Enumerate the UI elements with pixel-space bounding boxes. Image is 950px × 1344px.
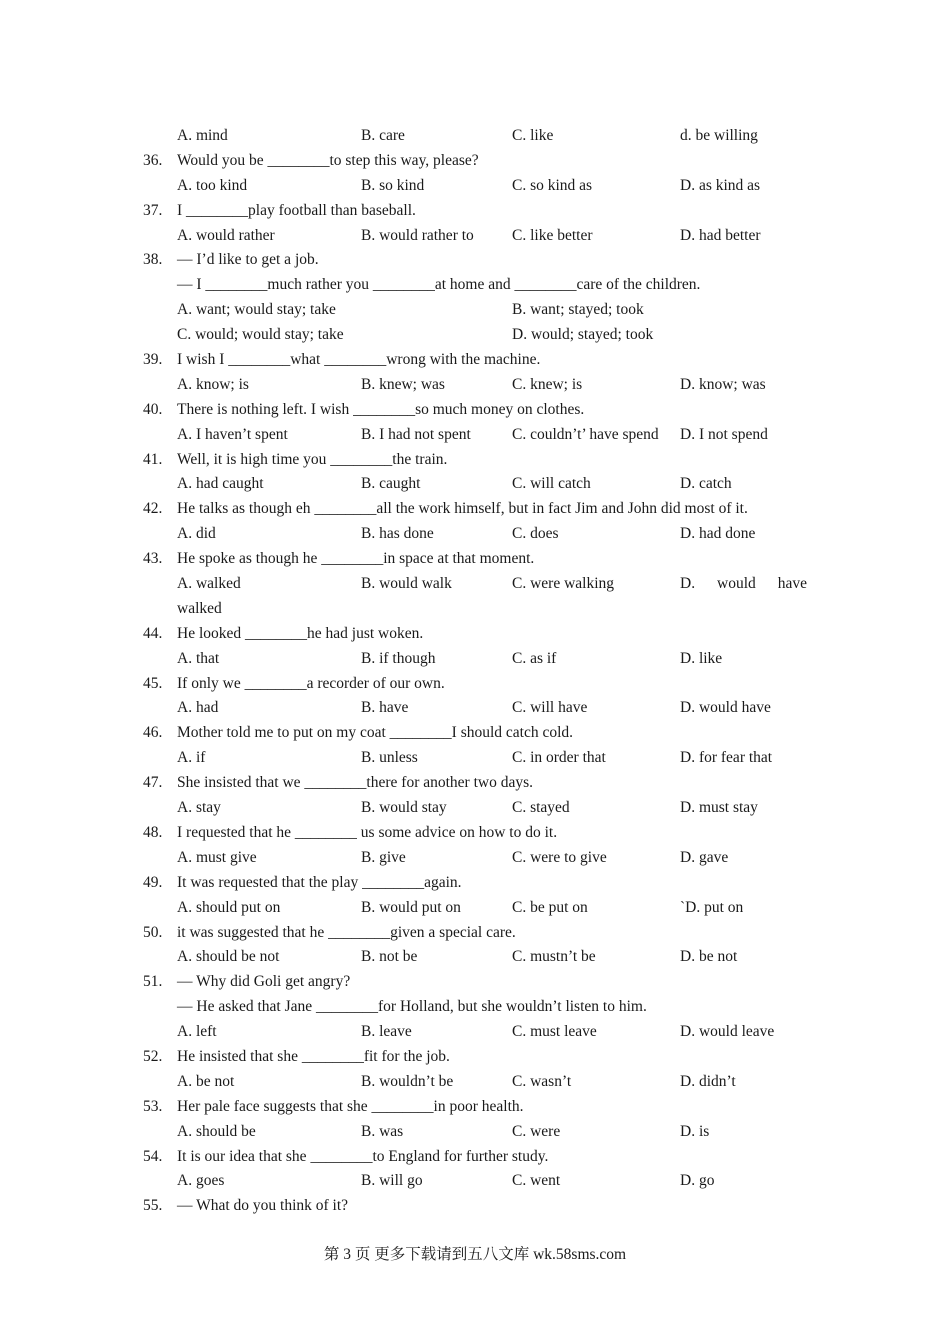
page-footer: 第 3 页 更多下载请到五八文库 wk.58sms.com — [323, 1246, 627, 1263]
question-number: 53. — [143, 1097, 163, 1115]
option-c: C. wasn’t — [512, 1072, 572, 1090]
option-c: C. like — [512, 127, 554, 144]
option-a: A. know; is — [177, 375, 249, 393]
question-stem: Mother told me to put on my coat ________I should catch cold. — [177, 724, 574, 742]
options-row — [143, 124, 823, 149]
option-a: A. want; would stay; take — [177, 301, 336, 319]
question-number: 39. — [143, 351, 163, 369]
option-b: B. if though — [361, 649, 436, 667]
option-c: C. as if — [512, 649, 557, 667]
option-b: B. want; stayed; took — [512, 301, 644, 319]
option-d-word: D. — [680, 575, 696, 593]
option-d: D. like — [680, 649, 723, 667]
question-stem-line — [143, 348, 823, 373]
question-stem: He insisted that she ________fit for the job. — [177, 1047, 450, 1065]
question-stem: — What do you think of it? — [177, 1197, 349, 1215]
option-b: B. would walk — [361, 575, 452, 593]
option-b: B. has done — [361, 525, 434, 543]
question-number: 46. — [143, 724, 163, 742]
question-stem: He talks as though eh ________all the work himself, but in fact Jim and John did most of it. — [177, 500, 748, 518]
option-a: A. must give — [177, 848, 257, 866]
question-stem: — Why did Goli get angry? — [177, 973, 351, 991]
option-c: C. knew; is — [512, 375, 583, 393]
question-number: 41. — [143, 450, 163, 468]
option-d: d. be willing — [680, 127, 758, 144]
options-row — [143, 522, 823, 547]
option-a: A. had caught — [177, 475, 264, 493]
option-a: A. should be not — [177, 948, 280, 966]
question-list — [143, 124, 823, 1219]
option-d: D. would leave — [680, 1023, 775, 1041]
option-a: A. I haven’t spent — [177, 425, 288, 443]
option-d: D. know; was — [680, 375, 766, 393]
options-row — [143, 647, 823, 672]
option-a: A. stay — [177, 799, 221, 817]
question-stem: She insisted that we ________there for another two days. — [177, 774, 533, 792]
options-row — [143, 846, 823, 871]
option-d: D. gave — [680, 848, 729, 866]
question-stem-line — [143, 273, 823, 298]
option-b: B. would stay — [361, 799, 447, 817]
option-d: D. for fear that — [680, 749, 773, 767]
option-d: D. as kind as — [680, 176, 761, 194]
option-a: A. should be — [177, 1122, 256, 1140]
question-stem: It is our idea that she ________to England for further study. — [177, 1147, 549, 1165]
question-stem: It was requested that the play ________again. — [177, 873, 462, 891]
options-row — [143, 1169, 823, 1194]
option-c: C. must leave — [512, 1023, 597, 1041]
options-row — [143, 373, 823, 398]
options-row — [143, 572, 823, 597]
question-stem: it was suggested that he ________given a special care. — [177, 923, 516, 941]
question-stem: — He asked that Jane ________for Holland, but she wouldn’t listen to him. — [177, 998, 647, 1016]
options-row — [143, 472, 823, 497]
question-stem-line — [143, 1095, 823, 1120]
option-c: C. went — [512, 1172, 561, 1190]
question-stem-line — [143, 149, 823, 174]
question-stem-line — [143, 398, 823, 423]
option-c: C. like better — [512, 226, 593, 244]
question-number: 36. — [143, 151, 163, 169]
question-stem-line — [143, 1045, 823, 1070]
option-c: C. so kind as — [512, 176, 593, 194]
question-number: 49. — [143, 873, 163, 891]
question-number: 40. — [143, 400, 163, 418]
question-stem: Well, it is high time you ________the train. — [177, 450, 448, 468]
option-a: C. would; would stay; take — [177, 326, 344, 344]
question-stem-line — [143, 547, 823, 572]
option-a: A. would rather — [177, 226, 275, 244]
question-stem-line — [143, 199, 823, 224]
question-number: 54. — [143, 1147, 163, 1165]
option-d-word: have — [777, 575, 807, 593]
options-row — [143, 174, 823, 199]
question-number: 51. — [143, 973, 163, 991]
option-c: C. does — [512, 525, 559, 543]
option-a: A. should put on — [177, 898, 281, 916]
option-d: D. catch — [680, 475, 732, 493]
question-number: 43. — [143, 550, 163, 568]
question-stem-line — [143, 248, 823, 273]
option-c: C. stayed — [512, 799, 570, 817]
question-stem: He spoke as though he ________in space at that moment. — [177, 550, 535, 568]
option-b: B. not be — [361, 948, 418, 966]
question-number: 38. — [143, 251, 163, 269]
option-b: B. would rather to — [361, 226, 474, 244]
option-d-tail: walked — [177, 599, 222, 617]
question-stem: I requested that he ________ us some advice on how to do it. — [177, 823, 558, 841]
question-stem: There is nothing left. I wish ________so much money on clothes. — [177, 400, 585, 418]
option-c: C. were — [512, 1122, 561, 1140]
question-stem-line — [143, 970, 823, 995]
option-c: C. were to give — [512, 848, 607, 866]
question-stem-line — [143, 497, 823, 522]
question-stem-line — [143, 921, 823, 946]
question-number: 45. — [143, 674, 163, 692]
option-d: `D. put on — [680, 898, 744, 916]
question-number: 37. — [143, 201, 163, 219]
question-stem-line — [143, 771, 823, 796]
option-d: D. didn’t — [680, 1072, 736, 1090]
option-b: B. so kind — [361, 176, 425, 194]
question-stem-line — [143, 622, 823, 647]
option-c: C. be put on — [512, 898, 588, 916]
question-number: 47. — [143, 774, 163, 792]
options-row — [143, 323, 823, 348]
option-d: D. I not spend — [680, 425, 768, 443]
question-stem-line — [143, 448, 823, 473]
option-b: B. caught — [361, 475, 421, 493]
question-stem-line — [143, 995, 823, 1020]
question-stem: I ________play football than baseball. — [177, 201, 416, 219]
option-b: B. will go — [361, 1172, 423, 1190]
question-number: 50. — [143, 923, 163, 941]
option-d: D. had done — [680, 525, 756, 543]
option-b: B. was — [361, 1122, 404, 1140]
option-c: C. will catch — [512, 475, 591, 493]
option-b: B. have — [361, 699, 409, 717]
option-c: C. couldn’t’ have spend — [512, 425, 659, 443]
option-b: B. give — [361, 848, 406, 866]
option-a: A. be not — [177, 1072, 235, 1090]
options-row — [143, 423, 823, 448]
question-number: 52. — [143, 1047, 163, 1065]
option-c: C. mustn’t be — [512, 948, 596, 966]
options-row — [143, 746, 823, 771]
question-stem-line — [143, 1194, 823, 1219]
option-c: C. will have — [512, 699, 588, 717]
option-a: A. mind — [177, 127, 228, 144]
question-stem: Would you be ________to step this way, please? — [177, 151, 479, 169]
question-number: 44. — [143, 624, 163, 642]
options-row — [143, 1020, 823, 1045]
question-stem-line — [143, 821, 823, 846]
option-a: A. goes — [177, 1172, 225, 1190]
option-d: D. must stay — [680, 799, 758, 817]
options-row — [143, 796, 823, 821]
option-b: B. I had not spent — [361, 425, 471, 443]
question-stem-line — [143, 672, 823, 697]
option-a: A. had — [177, 699, 219, 717]
question-stem-line — [143, 721, 823, 746]
option-a: A. that — [177, 649, 220, 667]
question-stem: — I’d like to get a job. — [177, 251, 319, 269]
option-b: B. unless — [361, 749, 418, 767]
question-stem: If only we ________a recorder of our own. — [177, 674, 445, 692]
option-d — [680, 572, 807, 597]
option-d: D. be not — [680, 948, 738, 966]
option-b: B. leave — [361, 1023, 412, 1041]
option-c: C. in order that — [512, 749, 606, 767]
option-a: A. walked — [177, 575, 241, 593]
question-stem: He looked ________he had just woken. — [177, 624, 424, 642]
options-row — [143, 896, 823, 921]
option-d: D. would have — [680, 699, 771, 717]
question-number: 42. — [143, 500, 163, 518]
option-b: B. care — [361, 127, 405, 144]
question-stem-line — [143, 871, 823, 896]
question-stem: Her pale face suggests that she ________in poor health. — [177, 1097, 524, 1115]
question-stem: I wish I ________what ________wrong with the machine. — [177, 351, 541, 369]
option-d: D. had better — [680, 226, 761, 244]
option-d-continuation — [143, 597, 823, 622]
option-d-word: would — [717, 575, 756, 593]
option-a: A. too kind — [177, 176, 248, 194]
options-row — [143, 696, 823, 721]
options-row — [143, 1120, 823, 1145]
option-a: A. did — [177, 525, 216, 543]
option-d: D. is — [680, 1122, 710, 1140]
option-a: A. left — [177, 1023, 217, 1041]
question-number: 48. — [143, 823, 163, 841]
options-row — [143, 224, 823, 249]
option-c: C. were walking — [512, 575, 615, 593]
option-a: A. if — [177, 749, 206, 767]
question-stem: — I ________much rather you ________at home and ________care of the children. — [177, 276, 701, 294]
question-number: 55. — [143, 1197, 163, 1215]
option-b: B. knew; was — [361, 375, 445, 393]
question-stem-line — [143, 1145, 823, 1170]
options-row — [143, 1070, 823, 1095]
options-row — [143, 945, 823, 970]
option-b: B. wouldn’t be — [361, 1072, 454, 1090]
option-d: D. go — [680, 1172, 715, 1190]
option-b: D. would; stayed; took — [512, 326, 654, 344]
options-row — [143, 298, 823, 323]
option-b: B. would put on — [361, 898, 461, 916]
